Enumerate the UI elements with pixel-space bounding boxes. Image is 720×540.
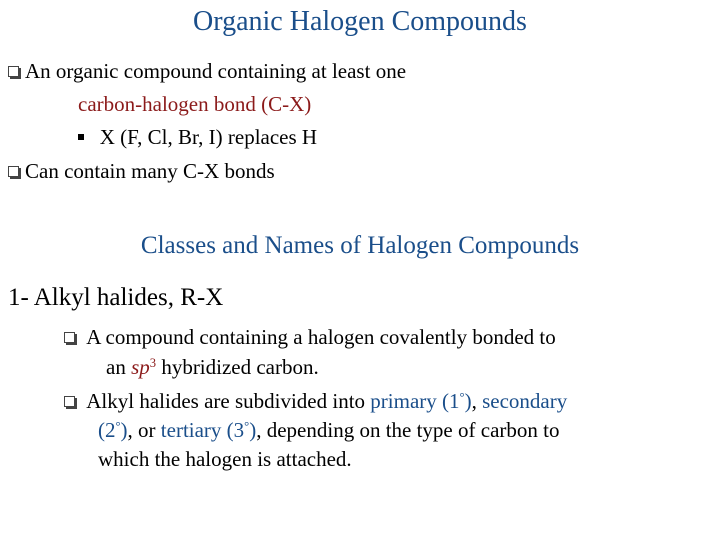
sp-superscript: 3 [149, 356, 157, 371]
text-fragment: , [471, 389, 483, 413]
secondary-term-cont [98, 418, 128, 442]
text-fragment: hybridized carbon. [156, 355, 319, 379]
secondary-term: secondary [482, 389, 568, 413]
degree-mark: ° [244, 419, 250, 434]
text-fragment: , or [127, 418, 161, 442]
text-fragment: (2 [98, 418, 116, 442]
checkbox-bullet-icon [8, 66, 19, 77]
text-fragment: ) [464, 389, 472, 413]
text-fragment: ) [249, 418, 257, 442]
tertiary-term [161, 418, 256, 442]
checkbox-bullet-icon [64, 332, 75, 343]
text-fragment: an [106, 355, 132, 379]
text-fragment: ) [120, 418, 128, 442]
text-fragment: Alkyl halides are subdivided into [86, 389, 371, 413]
section-bullet-1-text: A compound containing a halogen covalently bonded to [86, 325, 556, 349]
section-bullet-2-line-3: which the halogen is attached. [98, 447, 352, 471]
primary-term [370, 389, 471, 413]
intro-sub-bullet-text: X (F, Cl, Br, I) replaces H [99, 125, 318, 149]
intro-bullet-1 [8, 59, 406, 83]
section-bullet-1 [64, 325, 556, 349]
text-fragment: , depending on the type of carbon to [256, 418, 560, 442]
checkbox-bullet-icon [64, 396, 75, 407]
checkbox-bullet-icon [8, 166, 19, 177]
sp-term: sp [131, 355, 150, 379]
intro-bullet-1-text: An organic compound containing at least one [25, 59, 407, 83]
section-bullet-1-continuation [106, 355, 319, 379]
degree-mark: ° [115, 419, 121, 434]
section-bullet-2-line-2 [98, 418, 559, 442]
page-title: Organic Halogen Compounds [193, 6, 527, 37]
degree-mark: ° [459, 390, 465, 405]
square-bullet-icon [78, 134, 84, 140]
section-heading: 1- Alkyl halides, R-X [8, 284, 224, 311]
section-bullet-2 [64, 389, 567, 413]
intro-sub-bullet [78, 125, 317, 149]
intro-bullet-1-continuation: carbon-halogen bond (C-X) [78, 92, 312, 116]
text-fragment: primary (1 [370, 389, 460, 413]
intro-bullet-2-text: Can contain many C-X bonds [25, 159, 275, 183]
text-fragment: tertiary (3 [160, 418, 245, 442]
intro-bullet-2 [8, 159, 275, 183]
classes-heading: Classes and Names of Halogen Compounds [140, 232, 580, 259]
